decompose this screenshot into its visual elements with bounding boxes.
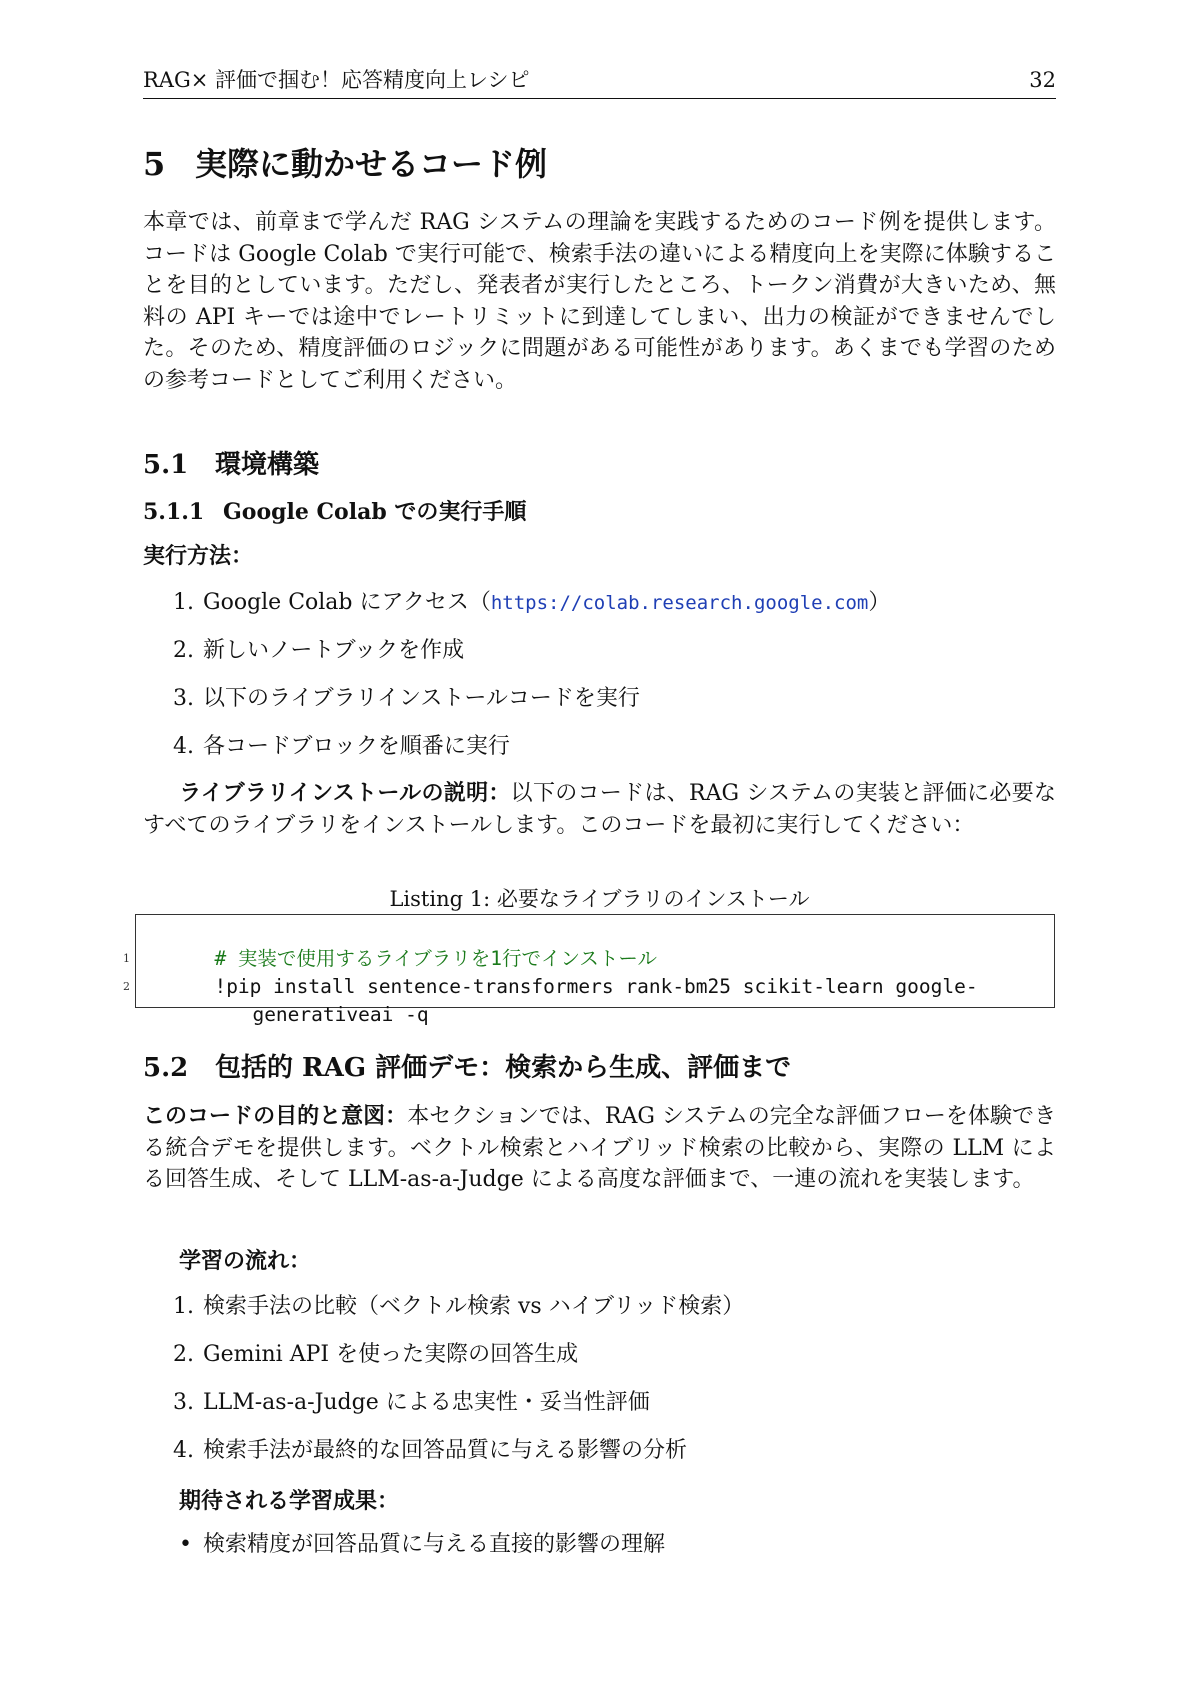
flow-text: 検索手法の比較（ベクトル検索 vs ハイブリッド検索）	[203, 1294, 745, 1319]
intro-text: 本章では、前章まで学んだ RAG システムの理論を実践するためのコード例を提供します。コードは Google Colab で実行可能で、検索手法の違いによる精度向上を実際に体験することを目的としています。ただし、発表者が実行したところ、トークン消費が大きいため、無料の API キーでは途中でレートリミットに到達してしまい、出力の検証ができませんでした。そのため、精度評価のロジックに問題がある可能性があります。あくまでも学習のための参考コードとしてご利用ください。	[143, 210, 1056, 393]
code-comment: # 実装で使用するライブラリを1行でインストール	[214, 947, 658, 970]
flow-text: LLM-as-a-Judge による忠実性・妥当性評価	[203, 1390, 650, 1415]
running-header	[143, 66, 1056, 99]
list-marker: 3.	[173, 686, 194, 711]
library-description-text: 以下のコードは、RAG システムの実装と評価に必要なすべてのライブラリをインストールします。このコードを最初に実行してください：	[143, 781, 1057, 838]
list-item	[143, 1436, 1056, 1484]
list-marker: 1.	[173, 590, 194, 615]
flow-list	[143, 1292, 1056, 1484]
page-number: 32	[1029, 68, 1056, 92]
chapter-number: 5	[143, 145, 166, 183]
intro-paragraph	[143, 207, 1056, 396]
list-item	[143, 1340, 1056, 1388]
step-text: Google Colab にアクセス（	[203, 590, 491, 615]
flow-text: 検索手法が最終的な回答品質に与える影響の分析	[203, 1438, 688, 1463]
code-text: generativeai -q	[252, 1003, 429, 1026]
section-title: 包括的 RAG 評価デモ：検索から生成、評価まで	[215, 1053, 792, 1083]
section-heading-5-2	[143, 1050, 791, 1086]
subsection-number: 5.1.1	[143, 499, 205, 525]
flow-title: 学習の流れ：	[179, 1248, 312, 1274]
flow-text: Gemini API を使った実際の回答生成	[203, 1342, 579, 1367]
outcome-text: 検索精度が回答品質に与える直接的影響の理解	[203, 1532, 666, 1557]
list-marker: 4.	[173, 1438, 194, 1463]
library-description-title: ライブラリインストールの説明：	[179, 780, 511, 806]
code-listing	[123, 914, 1055, 1026]
chapter-heading	[143, 142, 547, 186]
purpose-paragraph	[143, 1101, 1056, 1196]
section-number: 5.2	[143, 1053, 189, 1083]
library-description	[143, 778, 1056, 841]
purpose-text: 本セクションでは、RAG システムの完全な評価フローを体験できる統合デモを提供します。ベクトル検索とハイブリッド検索の比較から、実際の LLM による回答生成、そして LLM-as-a-Judge による高度な評価まで、一連の流れを実装します。	[143, 1104, 1056, 1192]
chapter-title: 実際に動かせるコード例	[195, 145, 548, 183]
section-heading-5-1	[143, 447, 319, 483]
list-item	[143, 1388, 1056, 1436]
step-text: 新しいノートブックを作成	[203, 638, 465, 663]
step-text: 各コードブロックを順番に実行	[203, 734, 510, 759]
line-number: 1	[123, 952, 130, 965]
list-item	[143, 636, 1056, 684]
list-item	[143, 732, 1056, 780]
list-marker: 3.	[173, 1390, 194, 1415]
code-text: !pip install sentence-transformers rank-bm25 scikit-learn google-	[214, 975, 978, 998]
section-number: 5.1	[143, 450, 189, 480]
list-item	[143, 1292, 1056, 1340]
colab-link[interactable]: https://colab.research.google.com	[490, 592, 869, 614]
code-line-2-continuation	[182, 974, 429, 1055]
steps-list	[143, 588, 1056, 780]
outcome-title: 期待される学習成果：	[179, 1488, 400, 1514]
list-item	[143, 684, 1056, 732]
list-marker: 2.	[173, 638, 194, 663]
list-marker: 2.	[173, 1342, 194, 1367]
outcome-list	[143, 1530, 1056, 1578]
subsection-title: Google Colab での実行手順	[223, 499, 527, 525]
howto-title: 実行方法：	[143, 543, 254, 569]
line-number: 2	[123, 980, 130, 993]
list-marker: 4.	[173, 734, 194, 759]
list-marker: 1.	[173, 1294, 194, 1319]
step-text-after: ）	[868, 590, 891, 615]
list-item	[143, 588, 1056, 636]
listing-caption: Listing 1: 必要なライブラリのインストール	[389, 887, 810, 911]
bullet-marker: •	[179, 1532, 192, 1557]
step-text: 以下のライブラリインストールコードを実行	[203, 686, 640, 711]
header-title: RAG× 評価で掴む！応答精度向上レシピ	[143, 68, 530, 92]
subsection-heading-5-1-1	[143, 497, 526, 527]
list-item	[143, 1530, 1056, 1578]
section-title: 環境構築	[215, 450, 320, 480]
purpose-title: このコードの目的と意図：	[143, 1103, 408, 1129]
